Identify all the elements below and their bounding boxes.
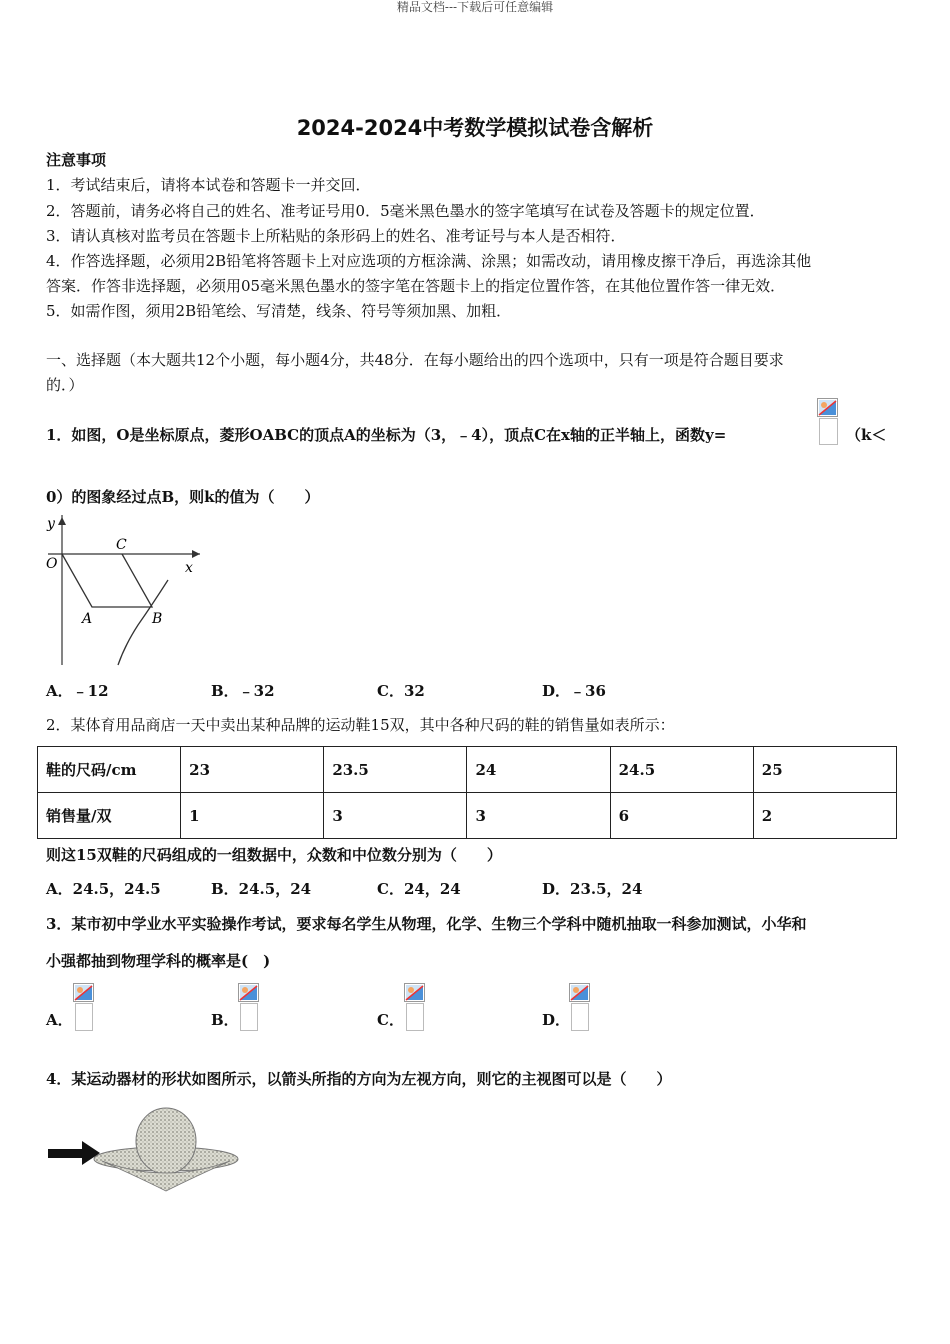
table-cell: 25 xyxy=(753,747,896,793)
notice-heading: 注意事项 xyxy=(46,151,107,169)
table-cell: 6 xyxy=(610,793,753,839)
section-heading: 一、选择题（本大题共12个小题，每小题4分，共48分．在每小题给出的四个选项中，只有一项是符合题目要求 xyxy=(46,351,784,369)
q2-option-b[interactable]: B．24.5，24 xyxy=(211,880,312,898)
fraction-image-icon xyxy=(238,983,260,1033)
formula-image-icon xyxy=(817,398,839,446)
q1-text-line2: 0）的图象经过点B，则k的值为（ ） xyxy=(46,488,320,506)
q3-text-line2: 小强都抽到物理学科的概率是( ) xyxy=(46,952,271,970)
fraction-image-icon xyxy=(569,983,591,1033)
q3-option-b[interactable]: B． xyxy=(211,1011,239,1029)
shoe-size-table xyxy=(37,746,897,839)
y-axis-arrow xyxy=(58,517,66,525)
q1-rhombus-figure xyxy=(40,515,210,667)
q1-text: 1．如图，O是坐标原点，菱形OABC的顶点A的坐标为（3，﹣4），顶点C在x轴的正半轴上，函数y= xyxy=(46,426,727,444)
table-cell: 鞋的尺码/cm xyxy=(38,747,181,793)
q2-option-d[interactable]: D．23.5，24 xyxy=(542,880,643,898)
arrow-shaft xyxy=(48,1149,84,1158)
table-cell: 23 xyxy=(181,747,324,793)
table-cell: 24.5 xyxy=(610,747,753,793)
label-o: O xyxy=(46,556,58,572)
page-header: 精品文档---下载后可任意编辑 xyxy=(396,0,554,14)
table-row xyxy=(38,747,897,793)
q1-option-c[interactable]: C．32 xyxy=(377,682,425,700)
notice-item: 3．请认真核对监考员在答题卡上所粘贴的条形码上的姓名、准考证号与本人是否相符． xyxy=(46,227,626,245)
table-cell: 23.5 xyxy=(324,747,467,793)
label-a: A xyxy=(82,611,93,627)
q4-text: 4．某运动器材的形状如图所示，以箭头所指的方向为左视方向，则它的主视图可以是（ ） xyxy=(46,1070,672,1088)
notice-item: 2．答题前，请务必将自己的姓名、准考证号用0．5毫米黑色墨水的签字笔填写在试卷及答题卡的规定位置． xyxy=(46,202,765,220)
label-x: x xyxy=(185,560,193,576)
q2-followup: 则这15双鞋的尺码组成的一组数据中，众数和中位数分别为（ ） xyxy=(46,846,502,864)
section-heading-cont: 的．） xyxy=(46,376,84,394)
q1-option-b[interactable]: B．﹣32 xyxy=(211,682,275,700)
q1-text-cont: （k＜ xyxy=(846,426,887,444)
q3-text: 3．某市初中学业水平实验操作考试，要求每名学生从物理，化学、生物三个学科中随机抽取一科参加测试，小华和 xyxy=(46,915,807,933)
q2-option-a[interactable]: A．24.5，24.5 xyxy=(46,880,161,898)
table-cell: 24 xyxy=(467,747,610,793)
q2-option-c[interactable]: C．24，24 xyxy=(377,880,461,898)
sphere xyxy=(136,1108,196,1174)
label-c: C xyxy=(116,537,127,553)
fraction-image-icon xyxy=(73,983,95,1033)
table-cell: 3 xyxy=(467,793,610,839)
table-cell: 2 xyxy=(753,793,896,839)
label-y: y xyxy=(47,516,55,532)
sports-equipment-figure xyxy=(44,1103,242,1195)
page-title: 2024-2024中考数学模拟试卷含解析 xyxy=(296,116,654,140)
table-cell: 销售量/双 xyxy=(38,793,181,839)
table-cell: 3 xyxy=(324,793,467,839)
notice-item: 4．作答选择题，必须用2B铅笔将答题卡上对应选项的方框涂满、涂黑；如需改动，请用橡皮擦干净后，再选涂其他 xyxy=(46,252,812,270)
notice-item: 1．考试结束后，请将本试卷和答题卡一并交回． xyxy=(46,176,371,194)
q3-option-c[interactable]: C． xyxy=(377,1011,404,1029)
table-row xyxy=(38,793,897,839)
label-b: B xyxy=(152,611,163,627)
q2-text: 2．某体育用品商店一天中卖出某种品牌的运动鞋15双，其中各种尺码的鞋的销售量如表所示： xyxy=(46,716,675,734)
q1-option-d[interactable]: D．﹣36 xyxy=(542,682,606,700)
x-axis-arrow xyxy=(192,550,200,558)
q3-option-a[interactable]: A． xyxy=(46,1011,73,1029)
q1-option-a[interactable]: A．﹣12 xyxy=(46,682,109,700)
rhombus-oabc xyxy=(62,554,152,607)
q3-option-d[interactable]: D． xyxy=(542,1011,571,1029)
notice-item: 5．如需作图，须用2B铅笔绘、写清楚，线条、符号等须加黑、加粗． xyxy=(46,302,512,320)
table-cell: 1 xyxy=(181,793,324,839)
notice-item: 答案．作答非选择题，必须用05毫米黑色墨水的签字笔在答题卡上的指定位置作答，在其他位置作答一律无效． xyxy=(46,277,786,295)
fraction-image-icon xyxy=(404,983,426,1033)
